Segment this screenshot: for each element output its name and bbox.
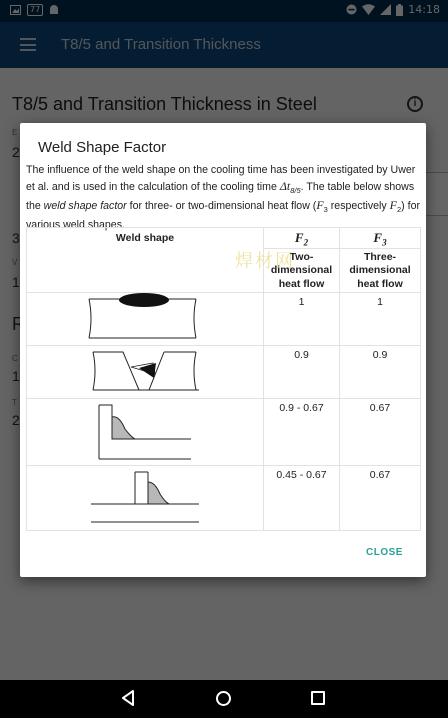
home-icon[interactable] bbox=[216, 691, 231, 706]
watermark-logo: 焊材网 bbox=[235, 251, 295, 271]
f2-value: 0.9 bbox=[264, 345, 340, 398]
navigation-bar bbox=[0, 680, 448, 718]
column-header-f3: $F_3$ bbox=[340, 228, 421, 249]
weld-shape-table bbox=[26, 227, 421, 531]
f2-value: 0.45 - 0.67 bbox=[264, 465, 340, 530]
close-button[interactable]: CLOSE bbox=[366, 547, 403, 558]
recent-apps-icon[interactable] bbox=[311, 691, 325, 705]
column-header-f3-description: Three-dimensional heat flow bbox=[340, 248, 421, 292]
f3-value: 0.67 bbox=[340, 398, 421, 465]
column-header-weld-shape: Weld shape bbox=[27, 228, 264, 293]
weld-shape-image bbox=[27, 292, 264, 345]
back-icon[interactable] bbox=[121, 690, 135, 706]
table-row bbox=[27, 345, 421, 398]
f3-value: 0.9 bbox=[340, 345, 421, 398]
column-header-f2-description: Two-dimensional heat flow bbox=[264, 248, 340, 292]
table-row bbox=[27, 465, 421, 530]
f3-value: 0.67 bbox=[340, 465, 421, 530]
dialog-title: Weld Shape Factor bbox=[38, 139, 167, 156]
weld-shape-image bbox=[27, 398, 264, 465]
f3-value: 1 bbox=[340, 292, 421, 345]
weld-shape-factor-dialog bbox=[20, 123, 426, 577]
weld-shape-image bbox=[27, 345, 264, 398]
weld-shape-image bbox=[27, 465, 264, 530]
table-row bbox=[27, 398, 421, 465]
table-row bbox=[27, 292, 421, 345]
f2-value: 0.9 - 0.67 bbox=[264, 398, 340, 465]
f2-value: 1 bbox=[264, 292, 340, 345]
column-header-f2: $F_2$ bbox=[264, 228, 340, 249]
dialog-description: The influence of the weld shape on the cooling time has been investigated by Uwer et al. and is used in the calculation of the cooling time $\Delta t_{8/5}$. The table below shows the weld shape factor for three- or two-dimensional heat flow ($F_3$ respectively $F_2$) for various weld shapes. bbox=[26, 164, 421, 231]
